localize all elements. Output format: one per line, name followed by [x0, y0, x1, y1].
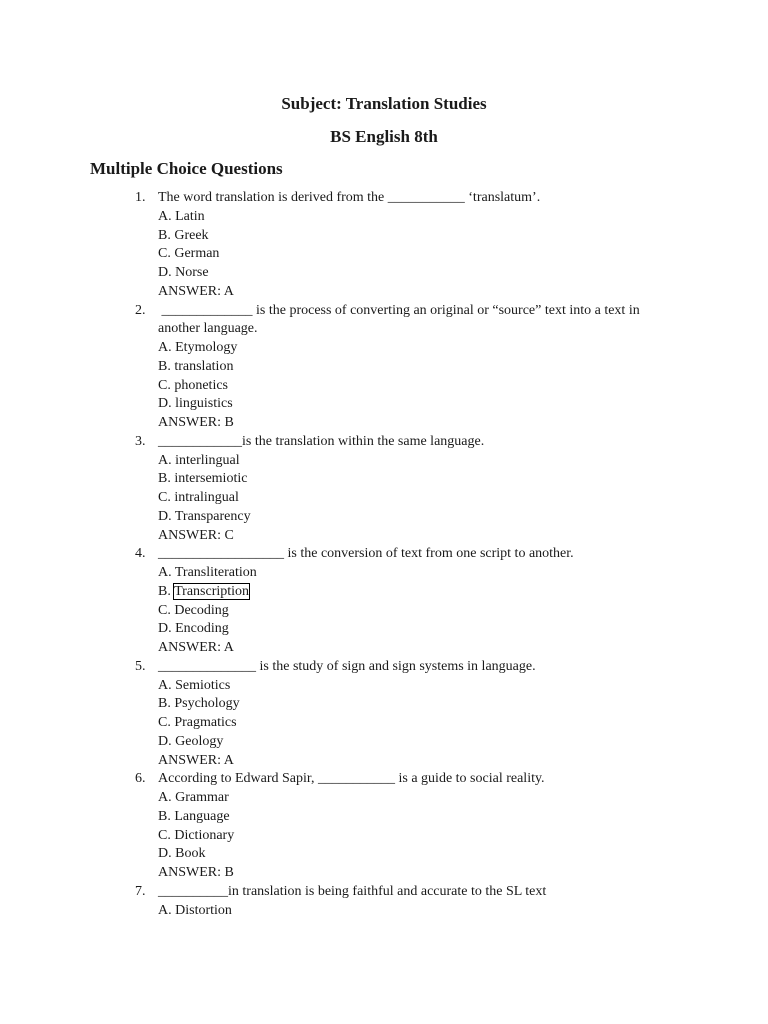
option-letter: A	[158, 565, 169, 580]
option-text: Decoding	[174, 602, 229, 618]
option-row	[0, 845, 768, 864]
option-d: D. Encoding	[158, 621, 229, 637]
answer-row	[0, 752, 768, 771]
answer-text	[158, 639, 234, 658]
answer-prefix: ANSWER:	[158, 415, 221, 430]
option-letter: A	[158, 340, 169, 355]
option-letter: B	[158, 227, 168, 243]
option-b: B. translation	[158, 358, 234, 374]
option-letter: B	[158, 583, 168, 599]
option-letter: B	[158, 696, 168, 712]
question-number: 5.	[135, 658, 146, 674]
option-text: Language	[174, 808, 230, 824]
option-row	[0, 602, 768, 621]
option-letter: B	[158, 358, 168, 374]
question-item	[0, 545, 768, 658]
answer-letter: A	[223, 640, 234, 655]
answer-text	[158, 752, 234, 771]
question-list	[0, 189, 768, 920]
option-a: A. Transliteration	[158, 565, 257, 580]
option-row	[0, 695, 768, 714]
section-heading: Multiple Choice Questions	[90, 159, 283, 178]
question-item	[0, 433, 768, 546]
question-line	[0, 320, 768, 339]
option-row	[0, 339, 768, 358]
answer-text	[158, 527, 234, 546]
option-letter: A	[158, 790, 169, 805]
option-text: Transparency	[174, 508, 251, 524]
option-c: C. Decoding	[158, 602, 229, 618]
option-row	[0, 208, 768, 227]
answer-row	[0, 639, 768, 658]
option-a: A. Distortion	[158, 902, 232, 918]
question-line	[0, 302, 768, 321]
option-row	[0, 827, 768, 846]
option-text: Latin	[175, 208, 205, 224]
answer-row	[0, 527, 768, 546]
option-text: Greek	[174, 227, 209, 243]
option-letter: C	[158, 490, 168, 505]
question-number: 6.	[135, 771, 146, 787]
option-letter: D	[158, 733, 169, 749]
question-item	[0, 883, 768, 921]
option-text: Transliteration	[174, 565, 257, 580]
option-row	[0, 377, 768, 396]
option-letter: A	[158, 208, 169, 224]
answer-prefix: ANSWER:	[158, 283, 221, 299]
option-b: B. Transcription	[158, 583, 250, 599]
question-number: 7.	[135, 883, 146, 899]
option-row	[0, 808, 768, 827]
option-a: A. interlingual	[158, 452, 240, 468]
question-text: According to Edward Sapir, ___________ is a guide to social reality.	[158, 771, 545, 787]
question-text: __________________ is the conversion of text from one script to another.	[158, 546, 574, 562]
subject-title: Subject: Translation Studies	[281, 94, 487, 113]
option-text: Distortion	[175, 902, 232, 918]
question-number: 4.	[135, 546, 146, 562]
option-text: intralingual	[174, 490, 239, 505]
option-row	[0, 733, 768, 752]
question-number: 2.	[135, 302, 146, 318]
option-letter: C	[158, 377, 168, 393]
question-line	[0, 658, 768, 677]
option-b: B. Greek	[158, 227, 209, 243]
option-d: D. Transparency	[158, 508, 251, 524]
option-d: D. Norse	[158, 265, 209, 280]
option-text: Pragmatics	[174, 715, 237, 730]
option-a: A. Grammar	[158, 790, 229, 805]
question-item	[0, 302, 768, 433]
answer-letter: A	[223, 752, 234, 768]
course-title: BS English 8th	[330, 127, 438, 146]
option-c: C. intralingual	[158, 490, 239, 505]
option-row	[0, 489, 768, 508]
option-row	[0, 902, 768, 921]
option-text: intersemiotic	[174, 471, 248, 487]
answer-text	[158, 864, 234, 883]
option-text: Encoding	[175, 621, 229, 637]
option-text: linguistics	[175, 396, 233, 412]
option-d: D. Geology	[158, 733, 224, 749]
option-row	[0, 583, 768, 602]
option-letter: A	[158, 902, 169, 918]
option-text: Semiotics	[175, 677, 231, 693]
option-a: A. Latin	[158, 208, 205, 224]
option-a: A. Semiotics	[158, 677, 231, 693]
question-text: ____________is the translation within the same language.	[158, 433, 485, 449]
question-text: ______________ is the study of sign and sign systems in language.	[158, 658, 536, 674]
option-text: interlingual	[175, 452, 240, 468]
question-item	[0, 189, 768, 302]
option-row	[0, 358, 768, 377]
answer-letter: A	[223, 283, 234, 299]
option-text: Dictionary	[174, 827, 235, 843]
option-row	[0, 620, 768, 639]
option-text: Psychology	[174, 696, 240, 712]
option-c: C. German	[158, 246, 220, 262]
option-row	[0, 470, 768, 489]
option-letter: C	[158, 602, 168, 618]
option-b: B. Psychology	[158, 696, 240, 712]
answer-prefix: ANSWER:	[158, 865, 221, 880]
option-letter: D	[158, 846, 169, 862]
option-letter: D	[158, 396, 169, 412]
option-letter: C	[158, 715, 168, 730]
option-text: Transcription	[174, 583, 250, 599]
answer-letter: B	[224, 865, 234, 880]
option-row	[0, 714, 768, 733]
option-text: German	[174, 246, 220, 262]
option-letter: D	[158, 508, 169, 524]
option-row	[0, 452, 768, 471]
question-line	[0, 545, 768, 564]
answer-text	[158, 414, 234, 433]
question-line	[0, 883, 768, 902]
answer-prefix: ANSWER:	[158, 527, 221, 543]
option-row	[0, 789, 768, 808]
answer-prefix: ANSWER:	[158, 752, 221, 768]
option-text: phonetics	[174, 377, 228, 393]
option-letter: B	[158, 471, 168, 487]
option-letter: A	[158, 677, 169, 693]
option-row	[0, 677, 768, 696]
answer-row	[0, 864, 768, 883]
answer-letter: C	[224, 527, 234, 543]
question-text: _____________ is the process of converting an original or “source” text into a text in	[158, 302, 640, 318]
option-letter: A	[158, 452, 169, 468]
question-text: __________in translation is being faithful and accurate to the SL text	[158, 883, 547, 899]
question-line	[0, 770, 768, 789]
question-text: The word translation is derived from the ___________ ‘translatum’.	[158, 190, 541, 205]
option-row	[0, 564, 768, 583]
option-text: Grammar	[175, 790, 229, 805]
option-b: B. Language	[158, 808, 230, 824]
option-text: Geology	[175, 733, 224, 749]
answer-prefix: ANSWER:	[158, 640, 221, 655]
answer-row	[0, 283, 768, 302]
question-item	[0, 658, 768, 771]
option-text: Norse	[175, 265, 209, 280]
option-row	[0, 264, 768, 283]
option-d: D. linguistics	[158, 396, 233, 412]
answer-letter: B	[224, 415, 234, 430]
option-letter: D	[158, 621, 169, 637]
option-b: B. intersemiotic	[158, 471, 248, 487]
question-line	[0, 433, 768, 452]
option-c: C. phonetics	[158, 377, 228, 393]
option-letter: B	[158, 808, 168, 824]
answer-text	[158, 283, 234, 302]
option-letter: C	[158, 827, 168, 843]
option-row	[0, 245, 768, 264]
option-c: C. Pragmatics	[158, 715, 237, 730]
option-row	[0, 395, 768, 414]
answer-row	[0, 414, 768, 433]
question-item	[0, 770, 768, 883]
question-line	[0, 189, 768, 208]
option-text: translation	[174, 358, 234, 374]
option-letter: C	[158, 246, 168, 262]
option-text: Book	[175, 846, 206, 862]
question-number: 1.	[135, 190, 146, 205]
question-text: another language.	[158, 321, 258, 337]
question-number: 3.	[135, 433, 146, 449]
option-text: Etymology	[175, 340, 238, 355]
option-a: A. Etymology	[158, 340, 238, 355]
option-row	[0, 227, 768, 246]
option-c: C. Dictionary	[158, 827, 235, 843]
option-letter: D	[158, 265, 169, 280]
option-d: D. Book	[158, 846, 206, 862]
option-row	[0, 508, 768, 527]
